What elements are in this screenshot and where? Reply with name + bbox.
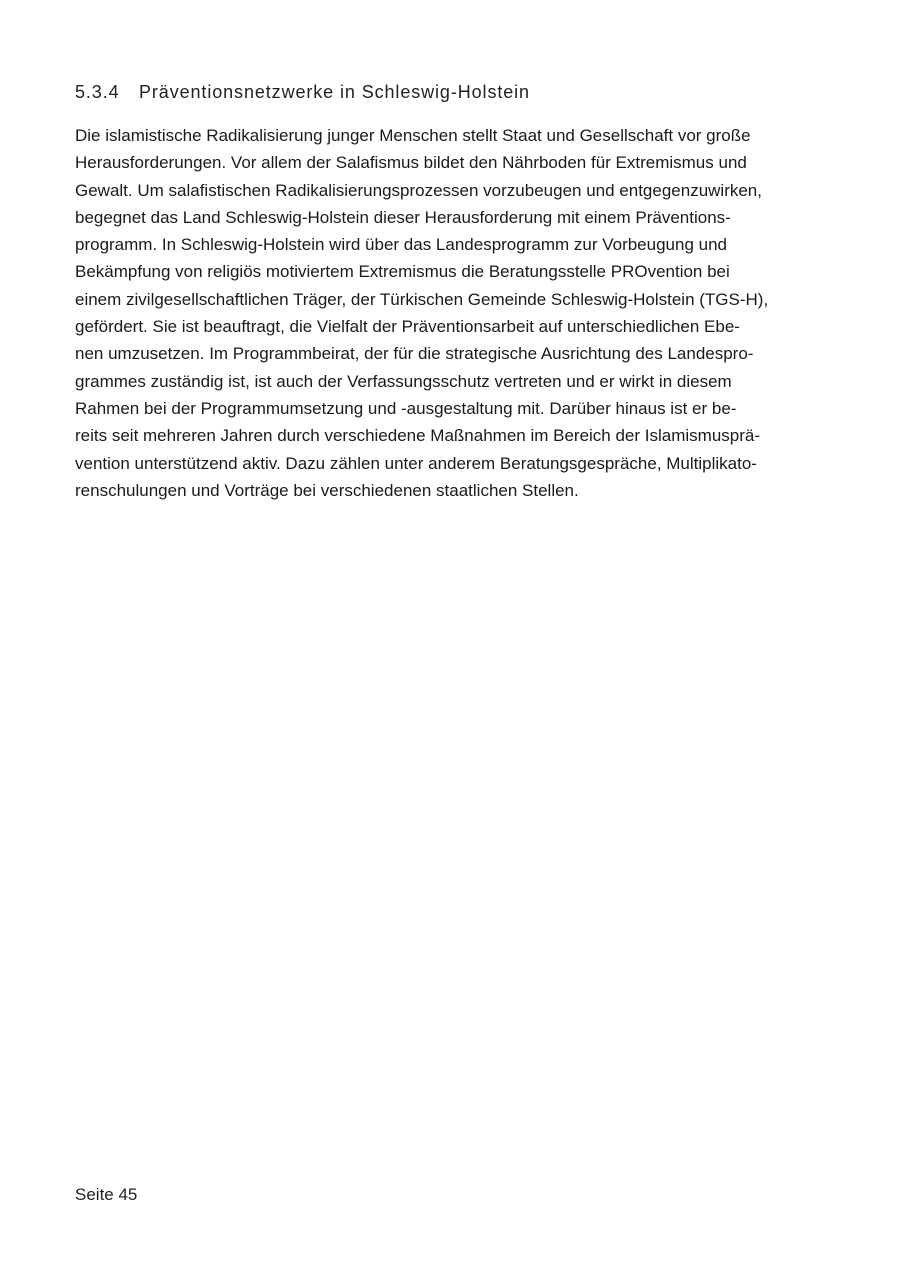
paragraph-line: gefördert. Sie ist beauftragt, die Vielfalt der Präventionsarbeit auf unterschiedlichen Ebe- bbox=[75, 317, 740, 337]
body-paragraph bbox=[75, 122, 835, 504]
paragraph-line: grammes zuständig ist, ist auch der Verfassungsschutz vertreten und er wirkt in diesem bbox=[75, 371, 732, 391]
paragraph-line: renschulungen und Vorträge bei verschiedenen staatlichen Stellen. bbox=[75, 480, 579, 500]
paragraph-line: Rahmen bei der Programmumsetzung und -ausgestaltung mit. Darüber hinaus ist er be- bbox=[75, 398, 737, 418]
paragraph-line: Bekämpfung von religiös motiviertem Extremismus die Beratungsstelle PROvention bei bbox=[75, 262, 730, 282]
paragraph-line: nen umzusetzen. Im Programmbeirat, der für die strategische Ausrichtung des Landespro- bbox=[75, 344, 754, 364]
paragraph-line: reits seit mehreren Jahren durch verschiedene Maßnahmen im Bereich der Islamismusprä- bbox=[75, 426, 761, 446]
paragraph-line: Herausforderungen. Vor allem der Salafismus bildet den Nährboden für Extremismus und bbox=[75, 153, 747, 173]
section-heading bbox=[75, 82, 530, 103]
paragraph-line: vention unterstützend aktiv. Dazu zählen unter anderem Beratungsgespräche, Multiplikato- bbox=[75, 453, 757, 473]
paragraph-line: Gewalt. Um salafistischen Radikalisierungsprozessen vorzubeugen und entgegenzuwirken, bbox=[75, 180, 762, 200]
page-number: Seite 45 bbox=[75, 1185, 138, 1204]
paragraph-line: programm. In Schleswig-Holstein wird über das Landesprogramm zur Vorbeugung und bbox=[75, 235, 728, 255]
section-title: Präventionsnetzwerke in Schleswig-Holstein bbox=[139, 82, 530, 102]
section-number: 5.3.4 bbox=[75, 82, 120, 102]
paragraph-line: begegnet das Land Schleswig-Holstein dieser Herausforderung mit einem Präventions- bbox=[75, 207, 731, 227]
paragraph-line: Die islamistische Radikalisierung junger Menschen stellt Staat und Gesellschaft vor große bbox=[75, 126, 751, 145]
paragraph-line: einem zivilgesellschaftlichen Träger, der Türkischen Gemeinde Schleswig-Holstein (TGS-H), bbox=[75, 289, 769, 309]
